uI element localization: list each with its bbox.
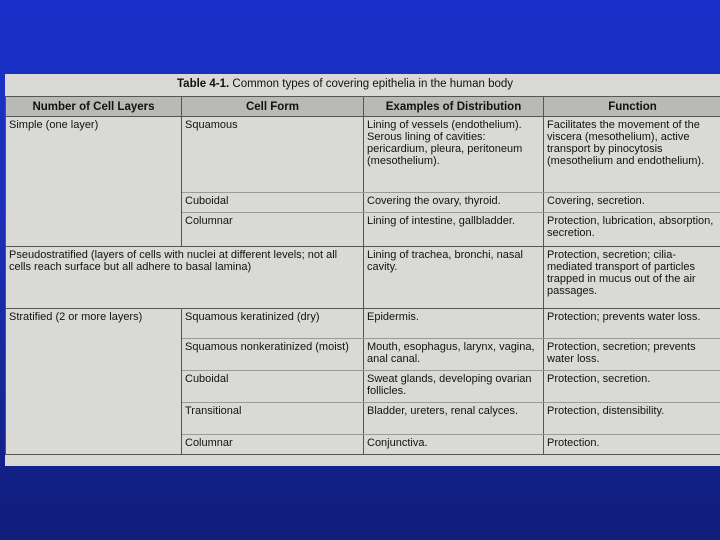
header-cell-form: Cell Form [182, 97, 364, 117]
layers-cell: Stratified (2 or more layers) [6, 309, 182, 455]
header-cell-function: Function [544, 97, 720, 117]
examples-cell: Lining of trachea, bronchi, nasal cavity. [364, 247, 544, 309]
function-cell: Facilitates the movement of the viscera (mesothelium), active transport by pinocytosis (mesothelium and endothelium). [544, 117, 720, 193]
layers-cell: Pseudostratified (layers of cells with nuclei at different levels; not all cells reach surface but all adhere to basal lamina) [6, 247, 364, 309]
epithelia-table [5, 96, 720, 455]
function-cell: Protection; prevents water loss. [544, 309, 720, 339]
examples-cell: Covering the ovary, thyroid. [364, 193, 544, 213]
table-caption [177, 78, 513, 90]
function-cell: Protection. [544, 435, 720, 455]
examples-cell: Conjunctiva. [364, 435, 544, 455]
function-cell: Protection, distensibility. [544, 403, 720, 435]
examples-cell: Epidermis. [364, 309, 544, 339]
form-cell: Columnar [182, 213, 364, 247]
header-cell-examples: Examples of Distribution [364, 97, 544, 117]
table-row [6, 247, 720, 309]
scanned-table-image [5, 74, 720, 466]
table-row [6, 309, 720, 339]
table-caption-label: Table 4-1. [177, 78, 230, 90]
examples-cell: Lining of intestine, gallbladder. [364, 213, 544, 247]
examples-cell: Bladder, ureters, renal calyces. [364, 403, 544, 435]
table-row [6, 117, 720, 193]
function-cell: Protection, secretion; prevents water loss. [544, 339, 720, 371]
layers-cell: Simple (one layer) [6, 117, 182, 247]
form-cell: Squamous keratinized (dry) [182, 309, 364, 339]
examples-cell: Sweat glands, developing ovarian follicles. [364, 371, 544, 403]
table-caption-text: Common types of covering epithelia in the human body [232, 78, 514, 90]
function-cell: Protection, lubrication, absorption, secretion. [544, 213, 720, 247]
function-cell: Covering, secretion. [544, 193, 720, 213]
function-cell: Protection, secretion; cilia-mediated transport of particles trapped in mucus out of the air passages. [544, 247, 720, 309]
function-cell: Protection, secretion. [544, 371, 720, 403]
form-cell: Transitional [182, 403, 364, 435]
form-cell: Cuboidal [182, 193, 364, 213]
examples-cell: Lining of vessels (endothelium). Serous lining of cavities: pericardium, pleura, peritoneum (mesothelium). [364, 117, 544, 193]
table-header-row [6, 97, 720, 117]
header-cell-layers: Number of Cell Layers [6, 97, 182, 117]
form-cell: Squamous [182, 117, 364, 193]
form-cell: Cuboidal [182, 371, 364, 403]
examples-cell: Mouth, esophagus, larynx, vagina, anal canal. [364, 339, 544, 371]
form-cell: Columnar [182, 435, 364, 455]
form-cell: Squamous nonkeratinized (moist) [182, 339, 364, 371]
